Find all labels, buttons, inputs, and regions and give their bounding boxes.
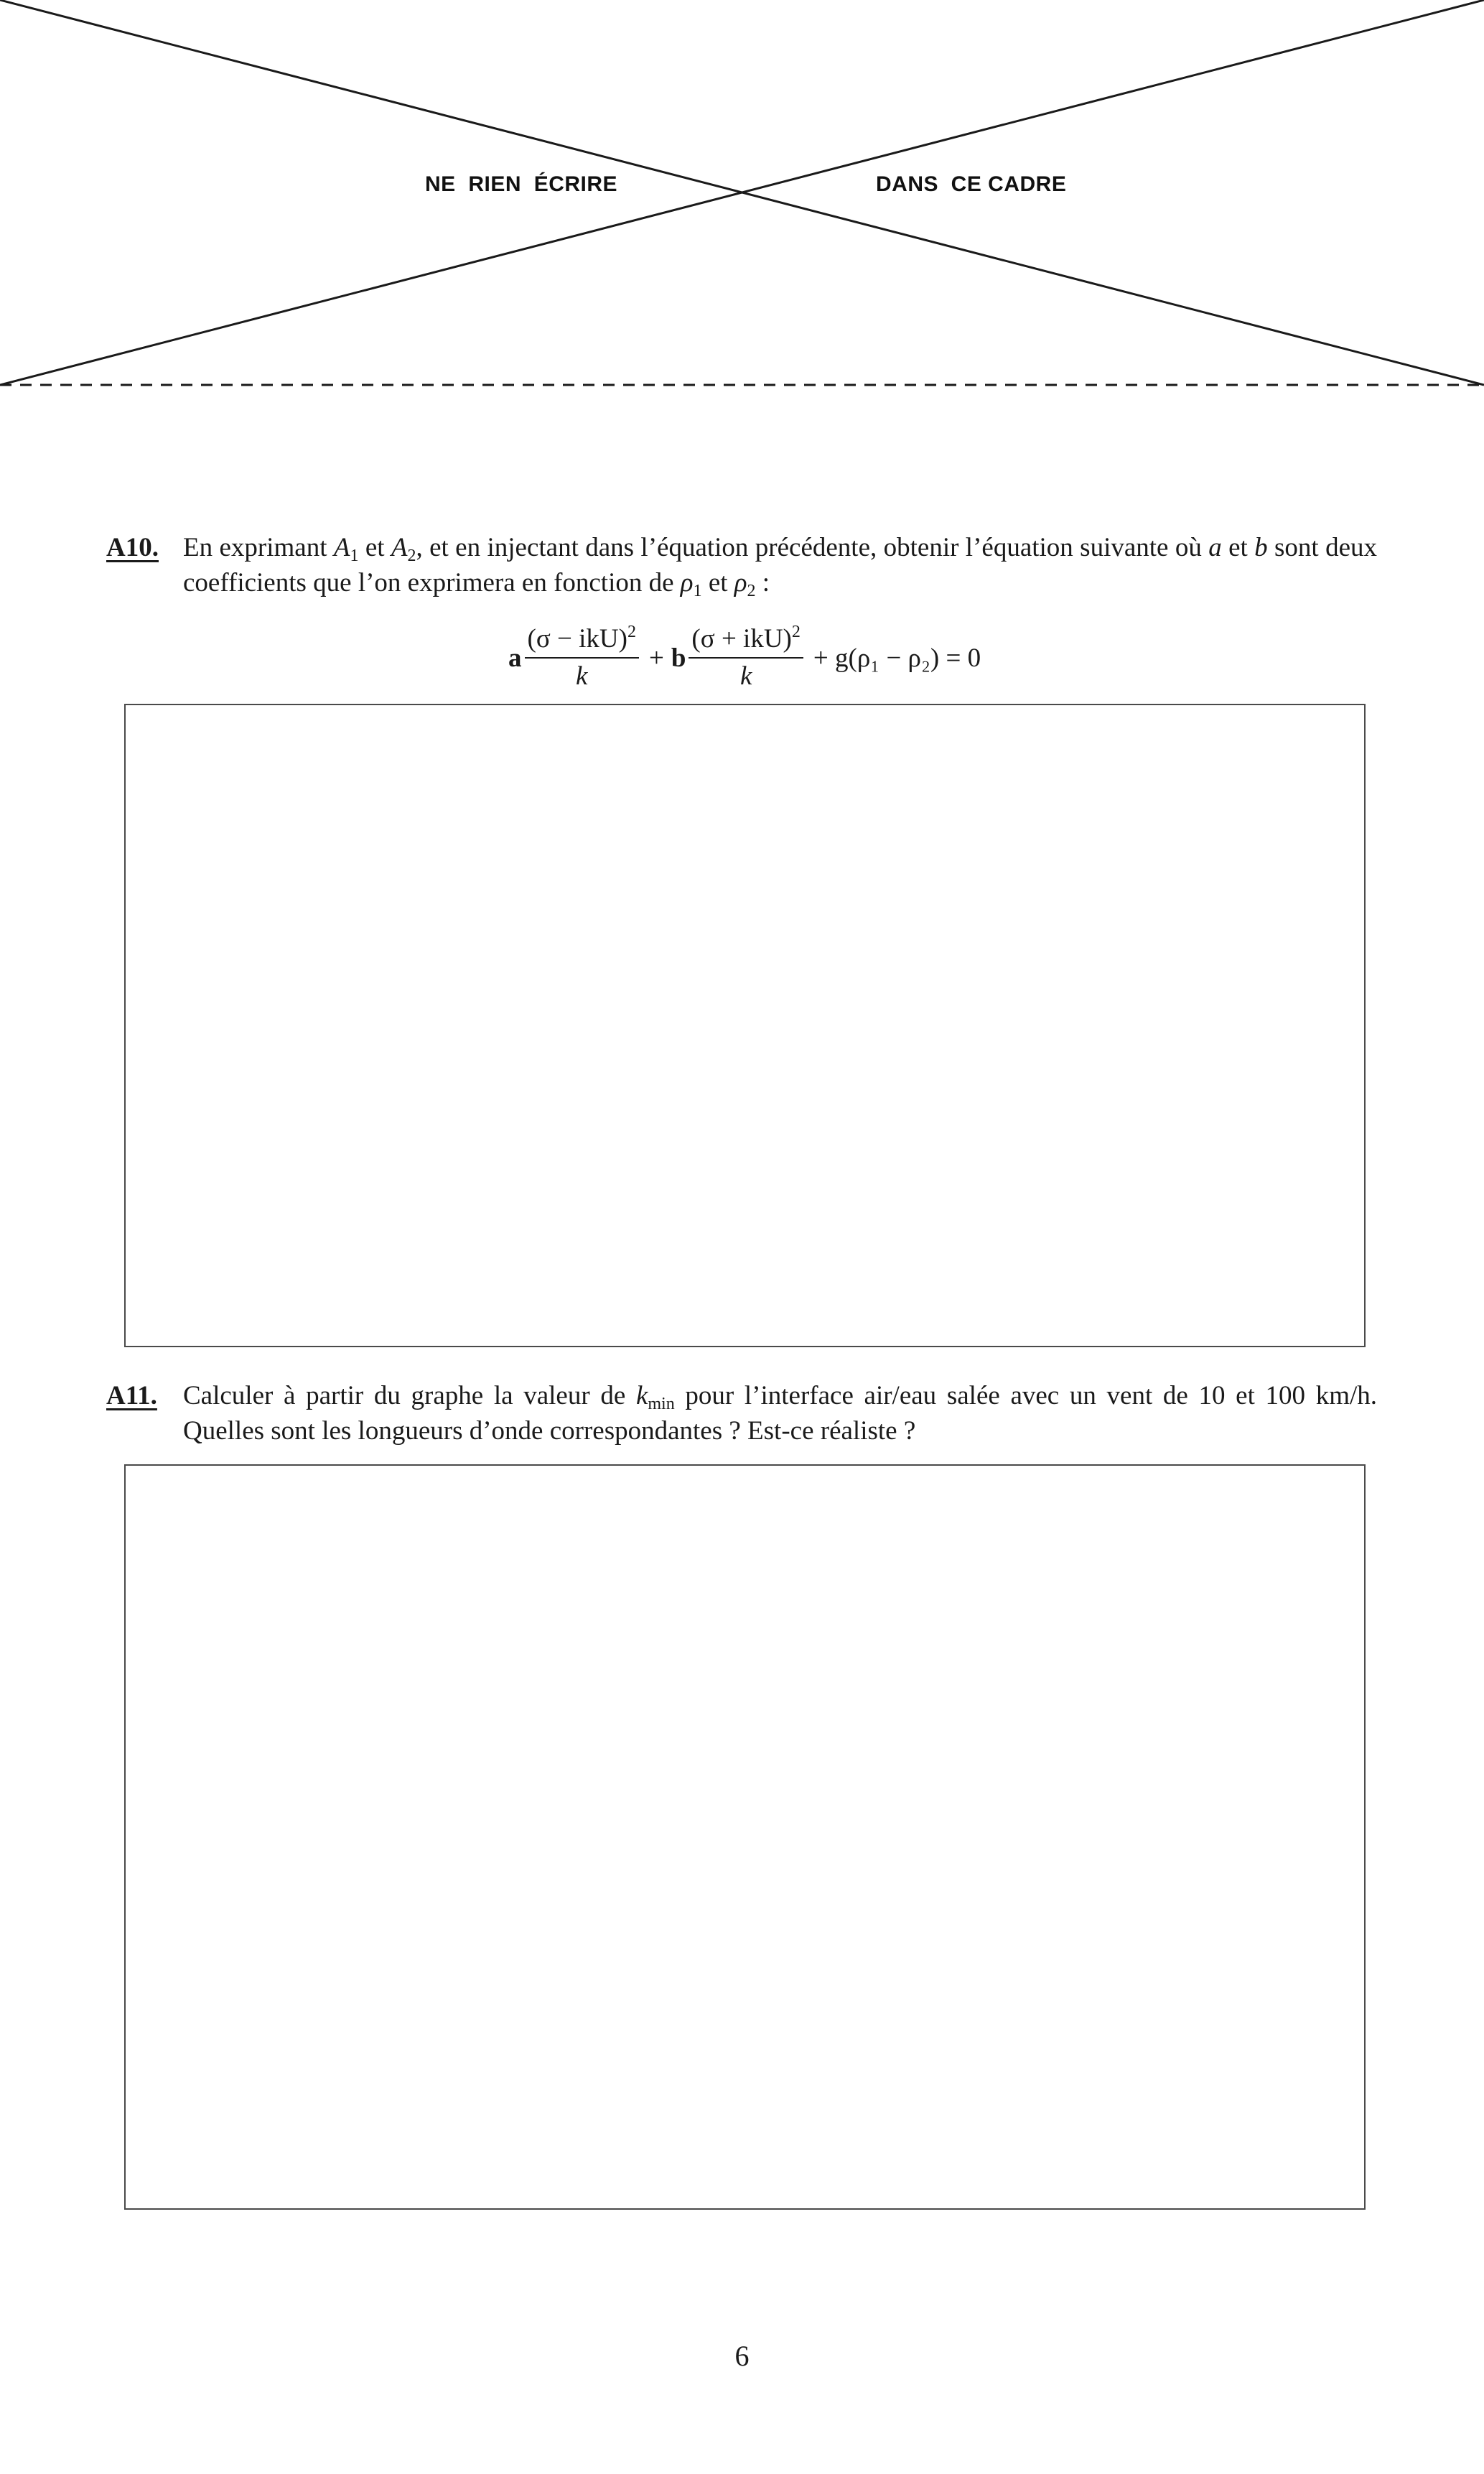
question-number: A11. (106, 1381, 157, 1410)
answer-box-a10[interactable] (124, 704, 1366, 1347)
question-text: Calculer à partir du graphe la valeur de $k_{min}$ pour l’interface air/eau salée avec un vent de 10 et 100 km/h. Quelles sont les longueurs d’onde correspondantes ? Est-ce réaliste ? (183, 1381, 1377, 1446)
fraction-2: $\frac{(\sigma + ikU)^2}{k}$ (689, 626, 803, 690)
question-text: En exprimant $A_1$ et $A_2$, et en injectant dans l’équation précédente, obtenir l’équation suivante où a et b sont deux coefficients que l’on exprimera en fonction de $\rho_1$ et $\rho_2$ : (183, 533, 1377, 600)
page-number: 6 (734, 2340, 750, 2372)
equation: a $\frac{(\sigma - ikU)^2}{k}$ + b $\frac{(\sigma + ikU)^2}{k}$ + g(ρ₁ − ρ₂) = 0 (508, 623, 981, 691)
no-write-cross (0, 0, 1484, 388)
question-a11 (106, 1378, 1377, 1448)
question-number: A10. (106, 533, 159, 562)
no-write-label-right: DANS CE CADRE (876, 172, 1067, 196)
question-a10 (106, 530, 1377, 600)
fraction-1: $\frac{(\sigma - ikU)^2}{k}$ (525, 626, 639, 690)
answer-box-a11[interactable] (124, 1464, 1366, 2210)
no-write-label-left: NE RIEN ÉCRIRE (425, 172, 618, 196)
no-write-zone (0, 0, 1484, 388)
